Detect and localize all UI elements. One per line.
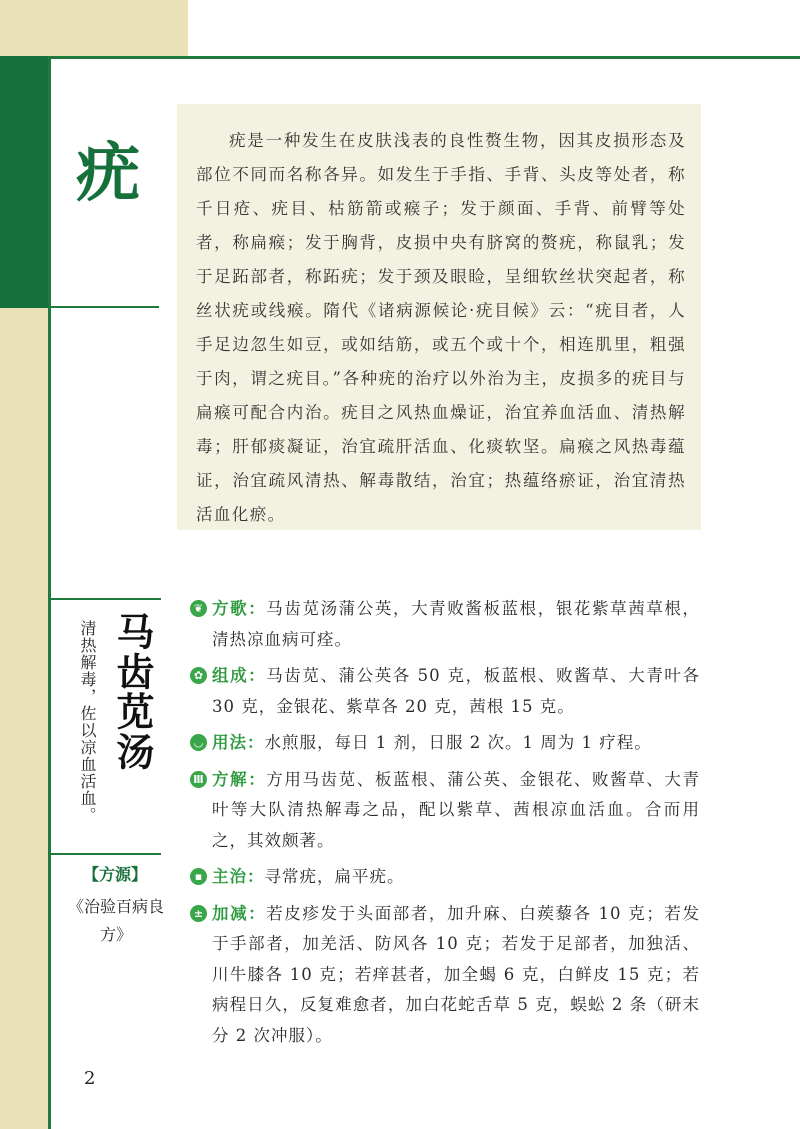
row-content: 寻常疣，扁平疣。 <box>264 867 405 886</box>
row-content: 马齿苋汤蒲公英，大青败酱板蓝根，银花紫草茜草根，清热凉血病可痊。 <box>212 599 701 649</box>
book-icon: Ⅲ <box>190 771 207 788</box>
recipe-row-song <box>190 594 700 655</box>
row-content: 若皮疹发于头面部者，加升麻、白蒺藜各 10 克；若发于手部者，加羌活、防风各 10 克；若发于足部者，加独活、川牛膝各 10 克；若痒甚者，加全蝎 6 克，白鲜皮 15 克；若病程日久，反复难愈者，加白花蛇舌草 5 克，蜈蚣 2 条（研末分 2 次冲服）。 <box>212 903 700 1045</box>
recipe-details <box>190 594 700 1057</box>
header-rule <box>48 56 800 59</box>
recipe-top-divider <box>51 598 161 600</box>
heading-divider <box>51 306 159 308</box>
plus-minus-icon: ± <box>190 905 207 922</box>
row-label: 主治： <box>212 867 265 886</box>
recipe-row-explanation <box>190 765 700 857</box>
herbs-icon: ✿ <box>190 667 207 684</box>
recipe-row-indication <box>190 862 700 893</box>
intro-paragraph: 疣是一种发生在皮肤浅表的良性赘生物，因其皮损形态及部位不同而名称各异。如发生于手指、手背、头皮等处者，称千日疮、疣目、枯筋箭或瘊子；发于颜面、手背、前臂等处者，称扁瘊；发于胸背，皮损中央有脐窝的赘疣，称鼠乳；发于足跖部者，称跖疣；发于颈及眼睑，呈细软丝状突起者，称丝状疣或线瘊。隋代《诸病源候论·疣目候》云：“疣目者，人手足边忽生如豆，或如结筋，或五个或十个，相连肌里，粗强于肉，谓之疣目。”各种疣的治疗以外治为主，皮损多的疣目与扁瘊可配合内治。疣目之风热血燥证，治宜养血活血、清热解毒；肝郁痰凝证，治宜疏肝活血、化痰软坚。扁瘊之风热毒蕴证，治宜疏风清热、解毒散结，治宜；热蕴络瘀证，治宜清热活血化瘀。 <box>196 131 686 524</box>
source-label: 【方源】 <box>82 865 147 884</box>
recipe-row-usage <box>190 728 700 759</box>
row-content: 方用马齿苋、板蓝根、蒲公英、金银花、败酱草、大青叶等大队清热解毒之品，配以紫草、茜根凉血活血。合而用之，其效颇著。 <box>212 769 701 850</box>
row-label: 方歌： <box>212 599 267 618</box>
header-tan-band <box>0 0 188 56</box>
recipe-tagline: 清热解毒，佐以凉血活血。 <box>78 620 97 824</box>
leaf-icon: ❦ <box>190 600 207 617</box>
margin-green-block <box>0 56 48 308</box>
margin-rule <box>48 56 51 1129</box>
row-label: 加减： <box>212 903 267 923</box>
bowl-icon: ◡ <box>190 734 207 751</box>
section-heading-char: 疣 <box>76 137 140 211</box>
page-number: 2 <box>84 1068 96 1089</box>
row-content: 水煎服，每日 1 剂，日服 2 次。1 周为 1 疗程。 <box>264 733 652 752</box>
row-label: 用法： <box>212 733 265 752</box>
margin-tan-strip <box>0 308 48 1129</box>
row-content: 马齿苋、蒲公英各 50 克，板蓝根、败酱草、大青叶各 30 克，金银花、紫草各 20 克，茜根 15 克。 <box>212 666 700 716</box>
source-book-title: 《治验百病良方》 <box>67 897 164 944</box>
recipe-row-modification <box>190 899 700 1052</box>
source-divider <box>51 853 161 855</box>
recipe-row-ingredients <box>190 661 700 722</box>
row-label: 组成： <box>212 666 267 685</box>
recipe-title: 马齿苋汤 <box>110 612 154 772</box>
row-label: 方解： <box>212 769 267 789</box>
medicine-icon: ▪ <box>190 868 207 885</box>
